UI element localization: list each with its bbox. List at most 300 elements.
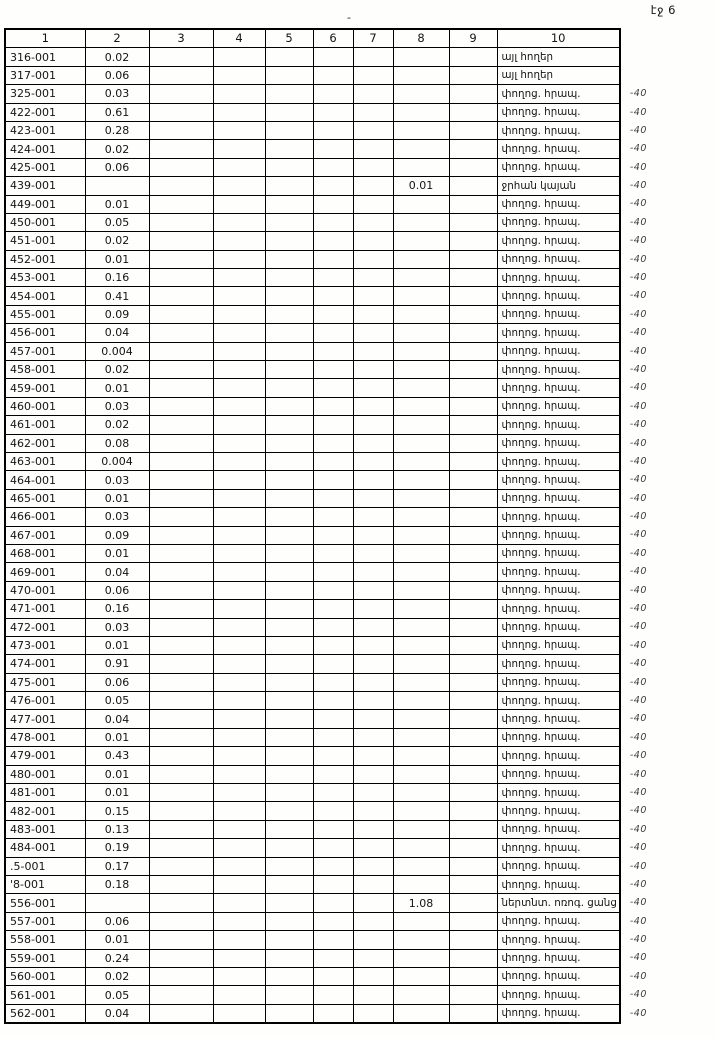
empty-cell — [265, 949, 313, 967]
empty-cell — [149, 894, 213, 912]
table-header — [5, 29, 692, 48]
empty-cell — [449, 655, 497, 673]
empty-cell — [313, 655, 353, 673]
parcel-code-cell: 470-001 — [5, 581, 85, 599]
table-row — [5, 66, 692, 84]
parcel-code-cell: 481-001 — [5, 784, 85, 802]
empty-cell — [265, 287, 313, 305]
area-col8-cell — [393, 416, 449, 434]
empty-cell — [213, 489, 265, 507]
empty-cell — [213, 269, 265, 287]
empty-cell — [449, 379, 497, 397]
handwritten-margin-note: -40 — [629, 658, 647, 670]
land-use-label-cell: փողոց. հրապ. — [497, 673, 620, 691]
area-value-cell: 0.16 — [85, 269, 149, 287]
parcel-code-cell: 561-001 — [5, 986, 85, 1004]
area-col8-cell — [393, 305, 449, 323]
area-col8-cell — [393, 655, 449, 673]
table-row — [5, 121, 692, 139]
empty-cell — [265, 361, 313, 379]
area-value-cell: 0.01 — [85, 379, 149, 397]
land-use-label-cell: փողոց. հրապ. — [497, 618, 620, 636]
area-col8-cell — [393, 526, 449, 544]
empty-cell — [265, 912, 313, 930]
empty-cell — [213, 728, 265, 746]
empty-cell — [265, 636, 313, 654]
land-use-label-cell: փողոց. հրապ. — [497, 213, 620, 231]
empty-cell — [213, 636, 265, 654]
table-row — [5, 931, 692, 949]
area-col8-cell: 1.08 — [393, 894, 449, 912]
empty-cell — [313, 342, 353, 360]
empty-cell — [213, 508, 265, 526]
empty-cell — [213, 232, 265, 250]
handwritten-margin-note: -40 — [629, 437, 647, 449]
parcel-code-cell: 425-001 — [5, 158, 85, 176]
handwritten-margin-note: -40 — [629, 584, 647, 596]
area-col8-cell — [393, 747, 449, 765]
table-row — [5, 636, 692, 654]
parcel-code-cell: 484-001 — [5, 839, 85, 857]
empty-cell — [353, 894, 393, 912]
area-value-cell: 0.28 — [85, 121, 149, 139]
empty-cell — [265, 894, 313, 912]
empty-cell — [265, 232, 313, 250]
area-col8-cell — [393, 140, 449, 158]
land-use-label-cell: փողոց. հրապ. — [497, 85, 620, 103]
land-use-label-cell: փողոց. հրապ. — [497, 692, 620, 710]
area-value-cell: 0.41 — [85, 287, 149, 305]
land-use-label-cell: փողոց. հրապ. — [497, 820, 620, 838]
area-value-cell: 0.08 — [85, 434, 149, 452]
empty-cell — [449, 471, 497, 489]
table-row — [5, 581, 692, 599]
parcel-code-cell: 456-001 — [5, 324, 85, 342]
table-body — [5, 48, 692, 1023]
empty-cell — [449, 434, 497, 452]
empty-cell — [149, 765, 213, 783]
area-value-cell: 0.61 — [85, 103, 149, 121]
column-header: 1 — [5, 29, 85, 48]
area-value-cell: 0.17 — [85, 857, 149, 875]
empty-cell — [149, 820, 213, 838]
empty-cell — [353, 747, 393, 765]
table-row — [5, 379, 692, 397]
empty-cell — [149, 287, 213, 305]
land-use-label-cell: փողոց. հրապ. — [497, 875, 620, 893]
empty-cell — [449, 287, 497, 305]
empty-cell — [265, 195, 313, 213]
empty-cell — [213, 949, 265, 967]
empty-cell — [353, 692, 393, 710]
empty-cell — [449, 140, 497, 158]
empty-cell — [213, 48, 265, 66]
empty-cell — [149, 434, 213, 452]
land-use-label-cell: փողոց. հրապ. — [497, 802, 620, 820]
empty-cell — [353, 361, 393, 379]
area-value-cell: 0.04 — [85, 324, 149, 342]
land-use-label-cell: փողոց. հրապ. — [497, 305, 620, 323]
parcel-code-cell: 472-001 — [5, 618, 85, 636]
empty-cell — [213, 452, 265, 470]
empty-cell — [265, 342, 313, 360]
empty-cell — [353, 379, 393, 397]
empty-cell — [353, 912, 393, 930]
empty-cell — [449, 121, 497, 139]
area-value-cell: 0.16 — [85, 600, 149, 618]
empty-cell — [353, 600, 393, 618]
empty-cell — [353, 140, 393, 158]
area-col8-cell — [393, 581, 449, 599]
empty-cell — [313, 452, 353, 470]
land-use-label-cell: փողոց. հրապ. — [497, 416, 620, 434]
parcel-code-cell: 465-001 — [5, 489, 85, 507]
area-col8-cell — [393, 600, 449, 618]
land-use-label-cell: ներտնտ. ոռոգ. ցանց — [497, 894, 620, 912]
area-value-cell: 0.03 — [85, 397, 149, 415]
land-parcel-table — [4, 28, 693, 1024]
area-value-cell: 0.15 — [85, 802, 149, 820]
area-value-cell: 0.03 — [85, 85, 149, 103]
empty-cell — [313, 48, 353, 66]
table-row — [5, 655, 692, 673]
empty-cell — [265, 526, 313, 544]
empty-cell — [149, 121, 213, 139]
land-use-label-cell: փողոց. հրապ. — [497, 600, 620, 618]
empty-cell — [313, 931, 353, 949]
empty-cell — [353, 544, 393, 562]
parcel-code-cell: 457-001 — [5, 342, 85, 360]
empty-cell — [449, 839, 497, 857]
area-col8-cell — [393, 85, 449, 103]
parcel-code-cell: 449-001 — [5, 195, 85, 213]
empty-cell — [449, 581, 497, 599]
empty-cell — [213, 213, 265, 231]
empty-cell — [149, 232, 213, 250]
table-row — [5, 563, 692, 581]
empty-cell — [313, 508, 353, 526]
handwritten-margin-note: -40 — [629, 180, 647, 192]
land-use-label-cell: փողոց. հրապ. — [497, 342, 620, 360]
empty-cell — [313, 416, 353, 434]
area-value-cell: 0.13 — [85, 820, 149, 838]
parcel-code-cell: 450-001 — [5, 213, 85, 231]
handwritten-margin-note: -40 — [629, 768, 647, 780]
empty-cell — [149, 361, 213, 379]
handwritten-margin-note: -40 — [629, 750, 647, 762]
area-col8-cell — [393, 195, 449, 213]
area-value-cell: 0.04 — [85, 1004, 149, 1023]
table-row — [5, 526, 692, 544]
area-col8-cell — [393, 213, 449, 231]
handwritten-margin-note: -40 — [629, 382, 647, 394]
empty-cell — [213, 324, 265, 342]
empty-cell — [265, 489, 313, 507]
empty-cell — [149, 618, 213, 636]
table-row — [5, 140, 692, 158]
empty-cell — [265, 508, 313, 526]
area-col8-cell — [393, 931, 449, 949]
table-row — [5, 967, 692, 985]
area-value-cell: 0.03 — [85, 471, 149, 489]
parcel-code-cell: 559-001 — [5, 949, 85, 967]
area-value-cell: 0.09 — [85, 305, 149, 323]
handwritten-margin-note: -40 — [629, 805, 647, 817]
area-col8-cell — [393, 802, 449, 820]
empty-cell — [265, 710, 313, 728]
empty-cell — [213, 85, 265, 103]
empty-cell — [149, 158, 213, 176]
handwritten-margin-note: -40 — [629, 566, 647, 578]
parcel-code-cell: 477-001 — [5, 710, 85, 728]
empty-cell — [353, 710, 393, 728]
empty-cell — [149, 85, 213, 103]
empty-cell — [313, 250, 353, 268]
empty-cell — [313, 581, 353, 599]
empty-cell — [313, 820, 353, 838]
land-use-label-cell: փողոց. հրապ. — [497, 379, 620, 397]
area-col8-cell — [393, 397, 449, 415]
handwritten-margin-note — [620, 48, 692, 66]
handwritten-margin-note: -40 — [629, 492, 647, 504]
handwritten-margin-note: -40 — [629, 970, 647, 982]
empty-cell — [213, 967, 265, 985]
handwritten-margin-note: -40 — [629, 363, 647, 375]
parcel-code-cell: 471-001 — [5, 600, 85, 618]
empty-cell — [213, 1004, 265, 1023]
empty-cell — [265, 379, 313, 397]
empty-cell — [213, 875, 265, 893]
area-col8-cell — [393, 692, 449, 710]
area-value-cell: 0.01 — [85, 728, 149, 746]
empty-cell — [313, 673, 353, 691]
empty-cell — [449, 324, 497, 342]
parcel-code-cell: 424-001 — [5, 140, 85, 158]
land-use-label-cell: փողոց. հրապ. — [497, 949, 620, 967]
empty-cell — [313, 949, 353, 967]
empty-cell — [449, 158, 497, 176]
area-value-cell — [85, 894, 149, 912]
empty-cell — [265, 986, 313, 1004]
page-number-label: էջ 6 — [650, 3, 676, 17]
empty-cell — [213, 140, 265, 158]
empty-cell — [353, 802, 393, 820]
empty-cell — [213, 747, 265, 765]
empty-cell — [353, 121, 393, 139]
handwritten-margin-note: -40 — [629, 511, 647, 523]
parcel-code-cell: 476-001 — [5, 692, 85, 710]
area-value-cell: 0.06 — [85, 912, 149, 930]
empty-cell — [213, 673, 265, 691]
empty-cell — [449, 820, 497, 838]
empty-cell — [265, 66, 313, 84]
area-value-cell: 0.18 — [85, 875, 149, 893]
empty-cell — [265, 85, 313, 103]
empty-cell — [149, 140, 213, 158]
empty-cell — [313, 618, 353, 636]
area-col8-cell — [393, 636, 449, 654]
empty-cell — [353, 967, 393, 985]
handwritten-margin-note: -40 — [629, 934, 647, 946]
area-value-cell: 0.09 — [85, 526, 149, 544]
handwritten-margin-note: -40 — [629, 272, 647, 284]
table-row — [5, 452, 692, 470]
parcel-code-cell: .5-001 — [5, 857, 85, 875]
land-use-label-cell: փողոց. հրապ. — [497, 544, 620, 562]
empty-cell — [449, 949, 497, 967]
empty-cell — [313, 195, 353, 213]
empty-cell — [353, 820, 393, 838]
area-value-cell: 0.05 — [85, 986, 149, 1004]
area-col8-cell — [393, 361, 449, 379]
empty-cell — [149, 269, 213, 287]
area-value-cell: 0.01 — [85, 931, 149, 949]
parcel-code-cell: 466-001 — [5, 508, 85, 526]
empty-cell — [265, 802, 313, 820]
area-value-cell: 0.02 — [85, 967, 149, 985]
table-row — [5, 875, 692, 893]
handwritten-margin-note — [620, 66, 692, 84]
handwritten-margin-note: -40 — [629, 198, 647, 210]
empty-cell — [213, 894, 265, 912]
empty-cell — [265, 434, 313, 452]
empty-cell — [149, 526, 213, 544]
empty-cell — [149, 747, 213, 765]
area-col8-cell — [393, 489, 449, 507]
empty-cell — [313, 489, 353, 507]
empty-cell — [353, 949, 393, 967]
land-use-label-cell: փողոց. հրապ. — [497, 158, 620, 176]
table-row — [5, 747, 692, 765]
empty-cell — [353, 508, 393, 526]
parcel-code-cell: 451-001 — [5, 232, 85, 250]
empty-cell — [213, 931, 265, 949]
table-row — [5, 673, 692, 691]
land-use-label-cell: փողոց. հրապ. — [497, 103, 620, 121]
parcel-code-cell: 325-001 — [5, 85, 85, 103]
empty-cell — [149, 452, 213, 470]
parcel-code-cell: 478-001 — [5, 728, 85, 746]
area-value-cell: 0.24 — [85, 949, 149, 967]
table-row — [5, 912, 692, 930]
land-use-label-cell: փողոց. հրապ. — [497, 747, 620, 765]
empty-cell — [353, 728, 393, 746]
empty-cell — [313, 305, 353, 323]
parcel-code-cell: 455-001 — [5, 305, 85, 323]
table-row — [5, 177, 692, 195]
area-col8-cell — [393, 287, 449, 305]
area-col8-cell — [393, 452, 449, 470]
empty-cell — [353, 397, 393, 415]
table-row — [5, 471, 692, 489]
empty-cell — [149, 195, 213, 213]
empty-cell — [265, 784, 313, 802]
area-value-cell: 0.02 — [85, 416, 149, 434]
empty-cell — [149, 692, 213, 710]
table-row — [5, 692, 692, 710]
land-use-label-cell: փողոց. հրապ. — [497, 140, 620, 158]
empty-cell — [149, 802, 213, 820]
empty-cell — [213, 250, 265, 268]
empty-cell — [213, 802, 265, 820]
parcel-code-cell: 556-001 — [5, 894, 85, 912]
empty-cell — [313, 894, 353, 912]
empty-cell — [149, 912, 213, 930]
area-value-cell: 0.43 — [85, 747, 149, 765]
parcel-code-cell: 454-001 — [5, 287, 85, 305]
table-row — [5, 342, 692, 360]
empty-cell — [149, 728, 213, 746]
empty-cell — [313, 526, 353, 544]
empty-cell — [353, 784, 393, 802]
land-use-label-cell: փողոց. հրապ. — [497, 655, 620, 673]
empty-cell — [149, 839, 213, 857]
table-row — [5, 416, 692, 434]
empty-cell — [313, 857, 353, 875]
column-header: 7 — [353, 29, 393, 48]
handwritten-margin-note: -40 — [629, 474, 647, 486]
empty-cell — [353, 269, 393, 287]
handwritten-margin-note: -40 — [629, 529, 647, 541]
table-row — [5, 765, 692, 783]
empty-cell — [449, 618, 497, 636]
empty-cell — [149, 416, 213, 434]
land-use-label-cell: փողոց. հրապ. — [497, 728, 620, 746]
handwritten-margin-note: -40 — [629, 161, 647, 173]
empty-cell — [449, 508, 497, 526]
area-value-cell: 0.03 — [85, 508, 149, 526]
empty-cell — [149, 379, 213, 397]
land-use-label-cell: փողոց. հրապ. — [497, 986, 620, 1004]
area-value-cell: 0.04 — [85, 563, 149, 581]
empty-cell — [149, 250, 213, 268]
empty-cell — [213, 820, 265, 838]
land-use-label-cell: փողոց. հրապ. — [497, 250, 620, 268]
table-row — [5, 857, 692, 875]
area-col8-cell — [393, 508, 449, 526]
area-col8-cell — [393, 857, 449, 875]
area-value-cell: 0.02 — [85, 361, 149, 379]
empty-cell — [313, 765, 353, 783]
empty-cell — [449, 526, 497, 544]
empty-cell — [313, 563, 353, 581]
area-col8-cell — [393, 820, 449, 838]
empty-cell — [265, 600, 313, 618]
area-col8-cell — [393, 250, 449, 268]
empty-cell — [449, 305, 497, 323]
empty-cell — [449, 544, 497, 562]
empty-cell — [213, 103, 265, 121]
empty-cell — [213, 581, 265, 599]
empty-cell — [149, 213, 213, 231]
empty-cell — [449, 177, 497, 195]
area-value-cell: 0.004 — [85, 452, 149, 470]
land-use-label-cell: փողոց. հրապ. — [497, 471, 620, 489]
parcel-code-cell: 464-001 — [5, 471, 85, 489]
empty-cell — [149, 177, 213, 195]
empty-cell — [449, 213, 497, 231]
empty-cell — [353, 1004, 393, 1023]
empty-cell — [313, 912, 353, 930]
parcel-code-cell: 479-001 — [5, 747, 85, 765]
area-col8-cell — [393, 232, 449, 250]
handwritten-margin-note: -40 — [629, 400, 647, 412]
empty-cell — [265, 452, 313, 470]
table-row — [5, 434, 692, 452]
handwritten-margin-note: -40 — [629, 639, 647, 651]
handwritten-margin-note: -40 — [629, 676, 647, 688]
empty-cell — [353, 673, 393, 691]
